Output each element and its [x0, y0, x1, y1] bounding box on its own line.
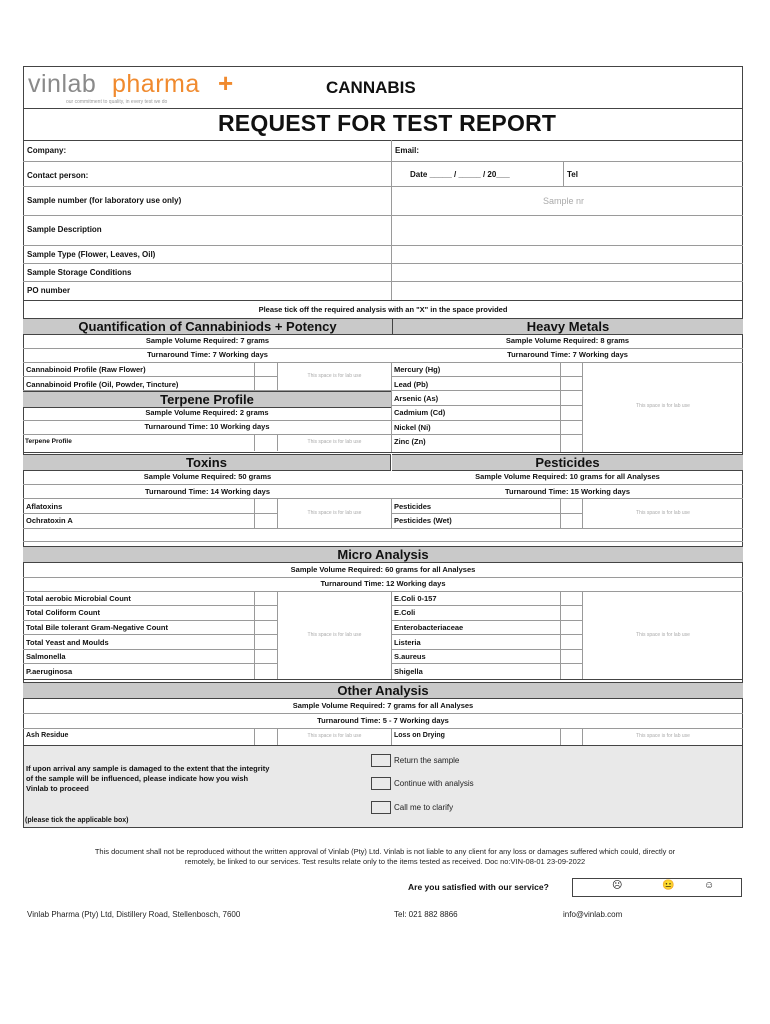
sample-number-label: Sample number (for laboratory use only): [27, 196, 182, 205]
list-item: Ash Residue: [26, 732, 69, 739]
instruction-text: Please tick off the required analysis with an "X" in the space provided: [258, 305, 508, 314]
return-sample-checkbox[interactable]: [371, 754, 391, 767]
list-item: Cadmium (Cd): [394, 408, 446, 417]
other-volume: Sample Volume Required: 7 grams for all Analyses: [292, 701, 474, 710]
return-sample-label: Return the sample: [394, 756, 460, 765]
list-item: Nickel (Ni): [394, 423, 431, 432]
heavy-metals-turnaround: Turnaround Time: 7 Working days: [507, 350, 628, 359]
po-number-label: PO number: [27, 286, 71, 295]
disclaimer-line2: remotely, be linked to our services. Test results relate only to the items tested as received. Doc no:VIN-08-01 23-09-2022: [184, 857, 586, 866]
cannabinoids-turnaround: Turnaround Time: 7 Working days: [147, 350, 268, 359]
list-item: Shigella: [394, 667, 423, 676]
list-item: Total aerobic Microbial Count: [26, 594, 131, 603]
neutral-face-icon[interactable]: 😐: [662, 880, 675, 891]
lab-use-placeholder: This space is for lab use: [307, 373, 362, 379]
pesticides-turnaround: Turnaround Time: 15 Working days: [504, 487, 631, 496]
list-item: Lead (Pb): [394, 380, 429, 389]
heavy-metals-header: Heavy Metals: [392, 318, 743, 335]
sample-type-label: Sample Type (Flower, Leaves, Oil): [27, 250, 156, 259]
company-label: Company:: [27, 146, 67, 155]
checkbox-cannabinoid-raw[interactable]: [255, 363, 277, 376]
list-item: Loss on Drying: [394, 732, 445, 739]
list-item: Pesticides: [394, 502, 432, 511]
list-item: Total Bile tolerant Gram-Negative Count: [26, 623, 168, 632]
cannabinoids-header: Quantification of Cannabiniods + Potency: [23, 318, 392, 335]
list-item: Cannabinoid Profile (Raw Flower): [26, 365, 146, 374]
lab-use-placeholder: This space is for lab use: [307, 510, 362, 516]
list-item: Total Coliform Count: [26, 608, 101, 617]
damage-text-line2: of the sample will be influenced, please indicate how you wish: [26, 774, 249, 783]
list-item: Total Yeast and Moulds: [26, 638, 109, 647]
list-item: Zinc (Zn): [394, 437, 426, 446]
pesticides-header: Pesticides: [392, 454, 743, 471]
micro-volume: Sample Volume Required: 60 grams for all Analyses: [290, 565, 476, 574]
contact-person-label: Contact person:: [27, 171, 89, 180]
logo-brand-vinlab: vinlab: [28, 70, 97, 98]
satisfaction-box: [572, 878, 742, 897]
list-item: E.Coli 0-157: [394, 594, 437, 603]
list-item: Cannabinoid Profile (Oil, Powder, Tincture): [26, 380, 179, 389]
satisfaction-question: Are you satisfied with our service?: [408, 882, 549, 892]
heavy-metals-volume: Sample Volume Required: 8 grams: [505, 336, 630, 345]
damage-note: (please tick the applicable box): [25, 817, 129, 824]
lab-use-placeholder: This space is for lab use: [307, 733, 362, 739]
logo-tagline: our commitment to quality, in every test we do: [66, 99, 168, 105]
pesticides-volume: Sample Volume Required: 10 grams for all Analyses: [475, 472, 660, 481]
terpene-volume: Sample Volume Required: 2 grams: [145, 408, 269, 417]
list-item: Aflatoxins: [26, 502, 63, 511]
storage-conditions-label: Sample Storage Conditions: [27, 268, 132, 277]
damage-text-line3: Vinlab to proceed: [26, 784, 89, 793]
logo-brand-pharma: pharma: [112, 70, 200, 98]
list-item: Mercury (Hg): [394, 365, 441, 374]
micro-analysis-header: Micro Analysis: [23, 546, 743, 563]
footer-address: Vinlab Pharma (Pty) Ltd, Distillery Road, Stellenbosch, 7600: [27, 910, 241, 919]
logo-plus-icon: +: [218, 68, 234, 98]
lab-use-placeholder: This space is for lab use: [636, 733, 690, 739]
cannabinoids-volume: Sample Volume Required: 7 grams: [145, 336, 270, 345]
list-item: Arsenic (As): [394, 394, 439, 403]
toxins-turnaround: Turnaround Time: 14 Working days: [144, 487, 271, 496]
disclaimer-line1: This document shall not be reproduced without the written approval of Vinlab (Pty) Ltd. Vinlab is not liable to any client for any loss or damages suffered which could, directly or: [94, 847, 676, 856]
footer-tel: Tel: 021 882 8866: [394, 910, 458, 919]
lab-use-placeholder: This space is for lab use: [636, 632, 690, 638]
list-item: E.Coli: [394, 608, 416, 617]
happy-face-icon[interactable]: ☺: [704, 880, 715, 891]
continue-analysis-label: Continue with analysis: [394, 779, 474, 788]
checkbox-cannabinoid-oil[interactable]: [255, 377, 277, 390]
list-item: S.aureus: [394, 652, 426, 661]
call-me-checkbox[interactable]: [371, 801, 391, 814]
lab-use-placeholder: This space is for lab use: [636, 403, 690, 409]
footer-email[interactable]: info@vinlab.com: [563, 910, 623, 919]
tel-label: Tel: [567, 170, 578, 179]
other-turnaround: Turnaround Time: 5 - 7 Working days: [317, 716, 449, 725]
lab-use-placeholder: This space is for lab use: [307, 632, 362, 638]
vinlab-logo: [28, 70, 248, 106]
list-item: Terpene Profile: [25, 438, 72, 445]
lab-use-placeholder: This space is for lab use: [636, 510, 690, 516]
toxins-volume: Sample Volume Required: 50 grams: [143, 472, 272, 481]
list-item: Enterobacteriaceae: [394, 623, 464, 632]
damage-text-line1: If upon arrival any sample is damaged to the extent that the integrity: [26, 764, 270, 773]
page-title: CANNABIS: [326, 78, 416, 97]
terpene-header: Terpene Profile: [23, 391, 391, 408]
toxins-header: Toxins: [23, 454, 391, 471]
list-item: Listeria: [394, 638, 421, 647]
other-analysis-header: Other Analysis: [23, 682, 743, 699]
list-item: Pesticides (Wet): [394, 516, 452, 525]
page-subtitle: REQUEST FOR TEST REPORT: [218, 110, 557, 136]
micro-turnaround: Turnaround Time: 12 Working days: [320, 579, 446, 588]
list-item: P.aeruginosa: [26, 667, 73, 676]
list-item: Salmonella: [26, 652, 66, 661]
terpene-turnaround: Turnaround Time: 10 Working days: [144, 422, 270, 431]
lab-use-placeholder: This space is for lab use: [307, 439, 362, 445]
sample-nr-placeholder: Sample nr: [543, 196, 585, 206]
sample-description-label: Sample Description: [27, 225, 102, 234]
email-label: Email:: [395, 146, 420, 155]
continue-analysis-checkbox[interactable]: [371, 777, 391, 790]
list-item: Ochratoxin A: [26, 516, 73, 525]
date-field[interactable]: Date _____ / _____ / 20___: [410, 170, 510, 179]
call-me-label: Call me to clarify: [394, 803, 454, 812]
sad-face-icon[interactable]: ☹: [612, 880, 623, 891]
